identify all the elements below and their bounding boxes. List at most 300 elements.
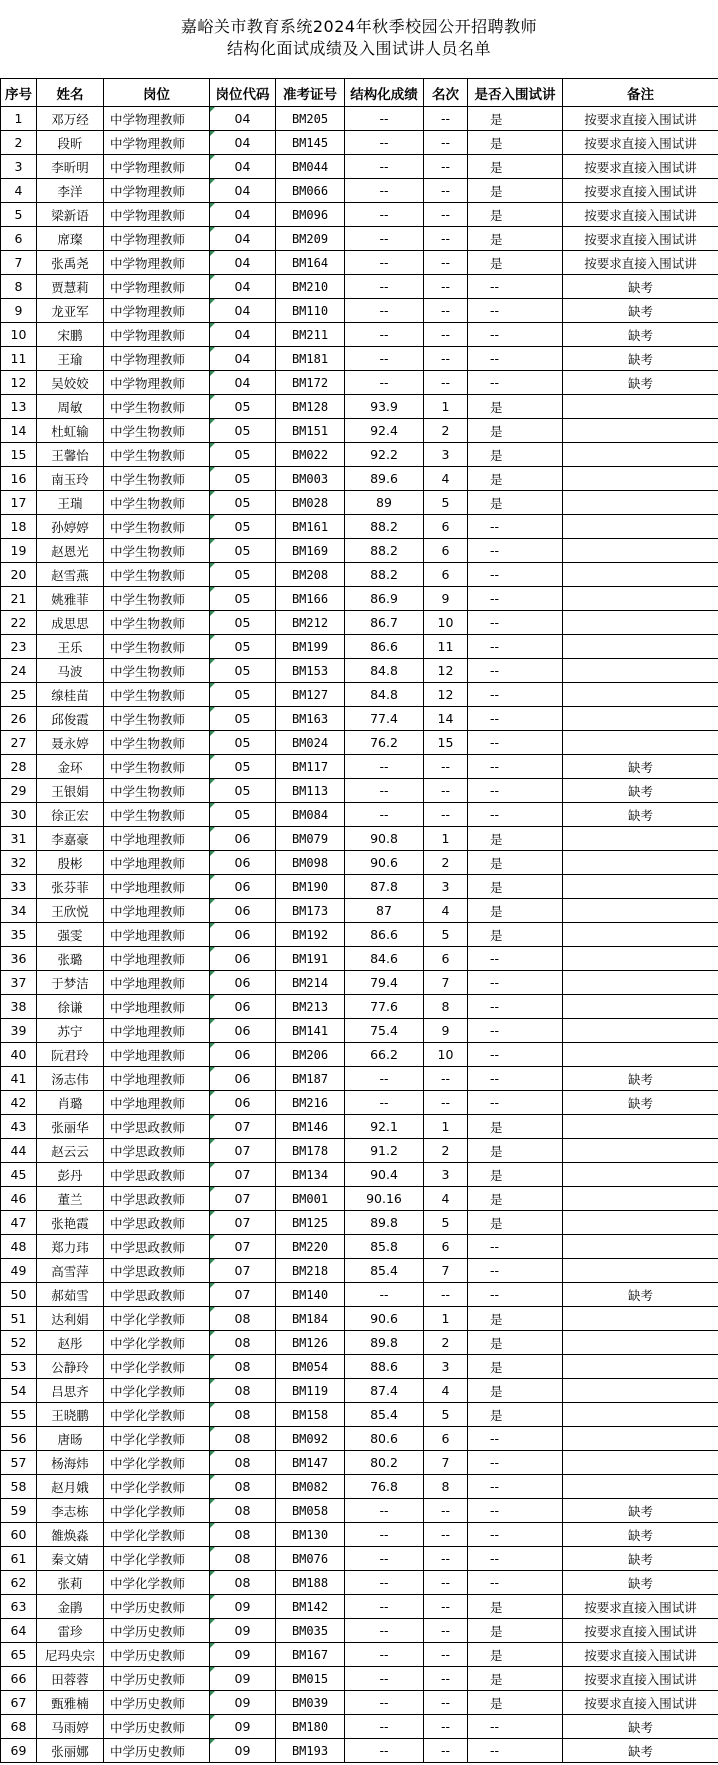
cell-shortlisted: 是: [468, 1331, 563, 1355]
cell-ticket-number: BM181: [276, 347, 345, 371]
table-row: [1, 179, 718, 203]
cell-position-code: 05: [210, 587, 276, 611]
cell-position-code: 06: [210, 1067, 276, 1091]
cell-name: 聂永婷: [37, 731, 104, 755]
cell-rank: --: [424, 1523, 468, 1547]
cell-structured-score: --: [345, 299, 424, 323]
cell-ticket-number: BM110: [276, 299, 345, 323]
cell-ticket-number: BM147: [276, 1451, 345, 1475]
cell-structured-score: --: [345, 371, 424, 395]
cell-index: 64: [1, 1619, 37, 1643]
cell-position: 中学生物教师: [104, 539, 210, 563]
cell-name: 张丽娜: [37, 1739, 104, 1763]
cell-shortlisted: 是: [468, 1643, 563, 1667]
cell-name: 彭丹: [37, 1163, 104, 1187]
cell-shortlisted: --: [468, 1499, 563, 1523]
cell-position: 中学化学教师: [104, 1547, 210, 1571]
cell-index: 27: [1, 731, 37, 755]
cell-index: 6: [1, 227, 37, 251]
cell-index: 20: [1, 563, 37, 587]
table-row: [1, 611, 718, 635]
table-row: [1, 899, 718, 923]
cell-index: 7: [1, 251, 37, 275]
cell-rank: --: [424, 1547, 468, 1571]
cell-name: 张莉: [37, 1571, 104, 1595]
cell-ticket-number: BM126: [276, 1331, 345, 1355]
cell-position: 中学化学教师: [104, 1571, 210, 1595]
cell-name: 王瑜: [37, 347, 104, 371]
cell-rank: 7: [424, 1259, 468, 1283]
table-row: [1, 1547, 718, 1571]
cell-name: 南玉玲: [37, 467, 104, 491]
cell-name: 赵恩光: [37, 539, 104, 563]
cell-remarks: 按要求直接入围试讲: [563, 1691, 718, 1715]
cell-position-code: 08: [210, 1307, 276, 1331]
cell-ticket-number: BM213: [276, 995, 345, 1019]
table-row: [1, 1691, 718, 1715]
cell-remarks: [563, 1211, 718, 1235]
cell-index: 42: [1, 1091, 37, 1115]
cell-index: 8: [1, 275, 37, 299]
cell-position-code: 07: [210, 1283, 276, 1307]
table-row: [1, 995, 718, 1019]
cell-remarks: [563, 1403, 718, 1427]
header-structured-score: 结构化成绩: [345, 79, 424, 107]
cell-name: 邱俊霞: [37, 707, 104, 731]
cell-name: 王乐: [37, 635, 104, 659]
cell-shortlisted: 是: [468, 1211, 563, 1235]
cell-structured-score: 91.2: [345, 1139, 424, 1163]
cell-position-code: 09: [210, 1739, 276, 1763]
cell-remarks: [563, 1307, 718, 1331]
cell-shortlisted: 是: [468, 227, 563, 251]
cell-shortlisted: --: [468, 371, 563, 395]
cell-structured-score: 92.2: [345, 443, 424, 467]
cell-structured-score: 84.8: [345, 683, 424, 707]
cell-structured-score: 89.8: [345, 1331, 424, 1355]
cell-remarks: [563, 1451, 718, 1475]
cell-ticket-number: BM146: [276, 1115, 345, 1139]
cell-structured-score: 90.16: [345, 1187, 424, 1211]
table-row: [1, 1115, 718, 1139]
cell-index: 49: [1, 1259, 37, 1283]
table-row: [1, 1739, 718, 1763]
cell-remarks: [563, 611, 718, 635]
cell-remarks: [563, 1355, 718, 1379]
table-row: [1, 1259, 718, 1283]
cell-remarks: [563, 1259, 718, 1283]
cell-rank: 6: [424, 515, 468, 539]
cell-position: 中学化学教师: [104, 1499, 210, 1523]
table-row: [1, 1595, 718, 1619]
cell-structured-score: --: [345, 1739, 424, 1763]
cell-remarks: 按要求直接入围试讲: [563, 251, 718, 275]
cell-rank: --: [424, 203, 468, 227]
cell-ticket-number: BM206: [276, 1043, 345, 1067]
cell-rank: 9: [424, 1019, 468, 1043]
cell-position-code: 05: [210, 659, 276, 683]
cell-ticket-number: BM024: [276, 731, 345, 755]
cell-name: 邓万经: [37, 107, 104, 131]
cell-name: 张璐: [37, 947, 104, 971]
cell-shortlisted: 是: [468, 1667, 563, 1691]
cell-name: 姚雅菲: [37, 587, 104, 611]
cell-remarks: 缺考: [563, 1283, 718, 1307]
cell-position: 中学化学教师: [104, 1523, 210, 1547]
cell-position-code: 06: [210, 923, 276, 947]
cell-ticket-number: BM216: [276, 1091, 345, 1115]
cell-remarks: [563, 1115, 718, 1139]
cell-rank: --: [424, 275, 468, 299]
cell-position: 中学生物教师: [104, 587, 210, 611]
cell-structured-score: 76.2: [345, 731, 424, 755]
cell-ticket-number: BM212: [276, 611, 345, 635]
cell-index: 43: [1, 1115, 37, 1139]
cell-index: 33: [1, 875, 37, 899]
cell-position: 中学思政教师: [104, 1187, 210, 1211]
cell-structured-score: --: [345, 1571, 424, 1595]
cell-index: 67: [1, 1691, 37, 1715]
cell-index: 48: [1, 1235, 37, 1259]
cell-shortlisted: --: [468, 731, 563, 755]
cell-position-code: 06: [210, 1043, 276, 1067]
table-row: [1, 1667, 718, 1691]
cell-position: 中学化学教师: [104, 1307, 210, 1331]
cell-position-code: 06: [210, 899, 276, 923]
cell-position: 中学生物教师: [104, 395, 210, 419]
cell-position: 中学思政教师: [104, 1259, 210, 1283]
cell-rank: --: [424, 251, 468, 275]
cell-rank: 12: [424, 659, 468, 683]
cell-shortlisted: --: [468, 1547, 563, 1571]
cell-position-code: 09: [210, 1715, 276, 1739]
cell-name: 殷彬: [37, 851, 104, 875]
cell-structured-score: 90.6: [345, 851, 424, 875]
cell-position: 中学历史教师: [104, 1643, 210, 1667]
cell-structured-score: --: [345, 179, 424, 203]
cell-rank: 10: [424, 1043, 468, 1067]
cell-position-code: 05: [210, 779, 276, 803]
cell-remarks: [563, 419, 718, 443]
cell-remarks: 按要求直接入围试讲: [563, 1643, 718, 1667]
cell-position-code: 05: [210, 683, 276, 707]
cell-ticket-number: BM209: [276, 227, 345, 251]
cell-position-code: 04: [210, 371, 276, 395]
cell-position-code: 08: [210, 1475, 276, 1499]
cell-rank: 4: [424, 1187, 468, 1211]
cell-index: 60: [1, 1523, 37, 1547]
table-row: [1, 1355, 718, 1379]
cell-ticket-number: BM220: [276, 1235, 345, 1259]
cell-name: 张禹尧: [37, 251, 104, 275]
cell-name: 席璨: [37, 227, 104, 251]
cell-position-code: 05: [210, 539, 276, 563]
cell-remarks: [563, 731, 718, 755]
cell-position-code: 08: [210, 1571, 276, 1595]
cell-ticket-number: BM187: [276, 1067, 345, 1091]
cell-shortlisted: 是: [468, 1403, 563, 1427]
header-index: 序号: [1, 79, 37, 107]
cell-index: 62: [1, 1571, 37, 1595]
cell-rank: 2: [424, 1139, 468, 1163]
cell-position-code: 04: [210, 227, 276, 251]
cell-remarks: 缺考: [563, 347, 718, 371]
table-row: [1, 587, 718, 611]
cell-position: 中学地理教师: [104, 923, 210, 947]
cell-remarks: 缺考: [563, 1091, 718, 1115]
cell-rank: 15: [424, 731, 468, 755]
cell-position: 中学地理教师: [104, 899, 210, 923]
cell-index: 69: [1, 1739, 37, 1763]
cell-remarks: [563, 1139, 718, 1163]
cell-name: 李洋: [37, 179, 104, 203]
table-row: [1, 707, 718, 731]
cell-rank: 4: [424, 467, 468, 491]
cell-index: 39: [1, 1019, 37, 1043]
cell-structured-score: 88.6: [345, 1355, 424, 1379]
cell-position: 中学历史教师: [104, 1739, 210, 1763]
table-row: [1, 299, 718, 323]
cell-name: 甄雅楠: [37, 1691, 104, 1715]
cell-ticket-number: BM192: [276, 923, 345, 947]
cell-name: 梁新语: [37, 203, 104, 227]
cell-index: 47: [1, 1211, 37, 1235]
cell-structured-score: --: [345, 347, 424, 371]
cell-index: 52: [1, 1331, 37, 1355]
cell-shortlisted: 是: [468, 203, 563, 227]
cell-shortlisted: --: [468, 683, 563, 707]
cell-position-code: 06: [210, 851, 276, 875]
cell-position-code: 05: [210, 755, 276, 779]
cell-position: 中学物理教师: [104, 347, 210, 371]
cell-position-code: 06: [210, 1091, 276, 1115]
cell-remarks: 缺考: [563, 1067, 718, 1091]
cell-index: 51: [1, 1307, 37, 1331]
cell-name: 王欣悦: [37, 899, 104, 923]
cell-position: 中学历史教师: [104, 1715, 210, 1739]
cell-position-code: 05: [210, 731, 276, 755]
cell-rank: 1: [424, 1115, 468, 1139]
cell-index: 68: [1, 1715, 37, 1739]
cell-shortlisted: --: [468, 1091, 563, 1115]
cell-remarks: 缺考: [563, 1571, 718, 1595]
cell-position-code: 07: [210, 1235, 276, 1259]
cell-shortlisted: --: [468, 611, 563, 635]
cell-structured-score: 80.2: [345, 1451, 424, 1475]
cell-position-code: 08: [210, 1403, 276, 1427]
cell-rank: 2: [424, 851, 468, 875]
cell-position-code: 05: [210, 803, 276, 827]
cell-rank: 1: [424, 1307, 468, 1331]
cell-shortlisted: 是: [468, 155, 563, 179]
cell-rank: --: [424, 227, 468, 251]
cell-rank: 3: [424, 443, 468, 467]
table-row: [1, 971, 718, 995]
cell-position-code: 08: [210, 1379, 276, 1403]
cell-structured-score: 66.2: [345, 1043, 424, 1067]
cell-index: 57: [1, 1451, 37, 1475]
cell-remarks: [563, 899, 718, 923]
cell-rank: --: [424, 299, 468, 323]
cell-name: 马波: [37, 659, 104, 683]
cell-ticket-number: BM158: [276, 1403, 345, 1427]
cell-ticket-number: BM199: [276, 635, 345, 659]
cell-shortlisted: --: [468, 1475, 563, 1499]
cell-rank: 11: [424, 635, 468, 659]
cell-ticket-number: BM028: [276, 491, 345, 515]
cell-rank: --: [424, 1571, 468, 1595]
cell-structured-score: 86.9: [345, 587, 424, 611]
cell-position-code: 09: [210, 1691, 276, 1715]
cell-index: 30: [1, 803, 37, 827]
cell-name: 吴姣姣: [37, 371, 104, 395]
cell-position-code: 08: [210, 1355, 276, 1379]
cell-rank: 2: [424, 1331, 468, 1355]
cell-rank: 5: [424, 923, 468, 947]
cell-name: 阮君玲: [37, 1043, 104, 1067]
cell-position-code: 05: [210, 611, 276, 635]
cell-position: 中学生物教师: [104, 683, 210, 707]
cell-ticket-number: BM039: [276, 1691, 345, 1715]
cell-rank: --: [424, 1091, 468, 1115]
cell-name: 王晓鹏: [37, 1403, 104, 1427]
cell-index: 53: [1, 1355, 37, 1379]
cell-name: 徐正宏: [37, 803, 104, 827]
cell-name: 肖璐: [37, 1091, 104, 1115]
cell-structured-score: --: [345, 1619, 424, 1643]
cell-shortlisted: 是: [468, 1691, 563, 1715]
cell-index: 23: [1, 635, 37, 659]
cell-position: 中学地理教师: [104, 1019, 210, 1043]
cell-shortlisted: --: [468, 563, 563, 587]
cell-shortlisted: --: [468, 1715, 563, 1739]
cell-position: 中学生物教师: [104, 755, 210, 779]
cell-rank: 3: [424, 1163, 468, 1187]
cell-rank: 8: [424, 995, 468, 1019]
cell-name: 杨海炜: [37, 1451, 104, 1475]
table-row: [1, 779, 718, 803]
cell-name: 秦文婧: [37, 1547, 104, 1571]
cell-index: 50: [1, 1283, 37, 1307]
cell-remarks: 缺考: [563, 1715, 718, 1739]
cell-remarks: [563, 1331, 718, 1355]
cell-name: 贾慧莉: [37, 275, 104, 299]
cell-position: 中学生物教师: [104, 635, 210, 659]
cell-ticket-number: BM058: [276, 1499, 345, 1523]
cell-index: 14: [1, 419, 37, 443]
cell-remarks: [563, 635, 718, 659]
cell-structured-score: 77.6: [345, 995, 424, 1019]
header-name: 姓名: [37, 79, 104, 107]
table-row: [1, 1571, 718, 1595]
cell-shortlisted: --: [468, 1451, 563, 1475]
cell-structured-score: --: [345, 275, 424, 299]
cell-name: 赵月娥: [37, 1475, 104, 1499]
cell-position-code: 06: [210, 947, 276, 971]
cell-remarks: 缺考: [563, 299, 718, 323]
cell-position: 中学生物教师: [104, 707, 210, 731]
cell-ticket-number: BM134: [276, 1163, 345, 1187]
cell-structured-score: 85.4: [345, 1403, 424, 1427]
cell-shortlisted: 是: [468, 491, 563, 515]
cell-ticket-number: BM190: [276, 875, 345, 899]
cell-shortlisted: 是: [468, 251, 563, 275]
cell-name: 高雪萍: [37, 1259, 104, 1283]
cell-name: 王瑞: [37, 491, 104, 515]
cell-rank: --: [424, 371, 468, 395]
cell-position-code: 05: [210, 443, 276, 467]
cell-position: 中学物理教师: [104, 275, 210, 299]
cell-ticket-number: BM161: [276, 515, 345, 539]
cell-position: 中学地理教师: [104, 851, 210, 875]
table-row: [1, 1283, 718, 1307]
cell-remarks: [563, 1163, 718, 1187]
table-row: [1, 1211, 718, 1235]
cell-position: 中学化学教师: [104, 1427, 210, 1451]
cell-rank: --: [424, 347, 468, 371]
cell-ticket-number: BM145: [276, 131, 345, 155]
cell-structured-score: 90.8: [345, 827, 424, 851]
cell-rank: 12: [424, 683, 468, 707]
cell-position: 中学地理教师: [104, 1091, 210, 1115]
cell-position-code: 07: [210, 1163, 276, 1187]
cell-remarks: [563, 491, 718, 515]
table-row: [1, 659, 718, 683]
table-row: [1, 539, 718, 563]
page-title-line1: 嘉峪关市教育系统2024年秋季校园公开招聘教师: [180, 17, 538, 36]
cell-rank: --: [424, 1739, 468, 1763]
cell-index: 15: [1, 443, 37, 467]
cell-ticket-number: BM015: [276, 1667, 345, 1691]
cell-rank: --: [424, 131, 468, 155]
cell-ticket-number: BM054: [276, 1355, 345, 1379]
cell-shortlisted: --: [468, 995, 563, 1019]
cell-remarks: 缺考: [563, 371, 718, 395]
cell-index: 13: [1, 395, 37, 419]
cell-remarks: [563, 683, 718, 707]
cell-ticket-number: BM188: [276, 1571, 345, 1595]
cell-index: 32: [1, 851, 37, 875]
table-row: [1, 1235, 718, 1259]
cell-index: 18: [1, 515, 37, 539]
cell-shortlisted: --: [468, 1067, 563, 1091]
cell-remarks: [563, 563, 718, 587]
cell-ticket-number: BM066: [276, 179, 345, 203]
cell-rank: 4: [424, 899, 468, 923]
table-row: [1, 1619, 718, 1643]
cell-structured-score: 77.4: [345, 707, 424, 731]
cell-remarks: [563, 971, 718, 995]
cell-ticket-number: BM180: [276, 1715, 345, 1739]
cell-position-code: 07: [210, 1211, 276, 1235]
cell-index: 45: [1, 1163, 37, 1187]
header-ticket-number: 准考证号: [276, 79, 345, 107]
title-block: [0, 0, 718, 78]
cell-position: 中学化学教师: [104, 1403, 210, 1427]
cell-structured-score: 88.2: [345, 515, 424, 539]
cell-position-code: 08: [210, 1523, 276, 1547]
cell-rank: 8: [424, 1475, 468, 1499]
cell-remarks: [563, 467, 718, 491]
cell-rank: 3: [424, 1355, 468, 1379]
cell-ticket-number: BM092: [276, 1427, 345, 1451]
cell-position-code: 05: [210, 515, 276, 539]
cell-name: 张丽华: [37, 1115, 104, 1139]
cell-shortlisted: --: [468, 659, 563, 683]
cell-shortlisted: 是: [468, 875, 563, 899]
cell-remarks: 缺考: [563, 1547, 718, 1571]
cell-shortlisted: 是: [468, 1595, 563, 1619]
